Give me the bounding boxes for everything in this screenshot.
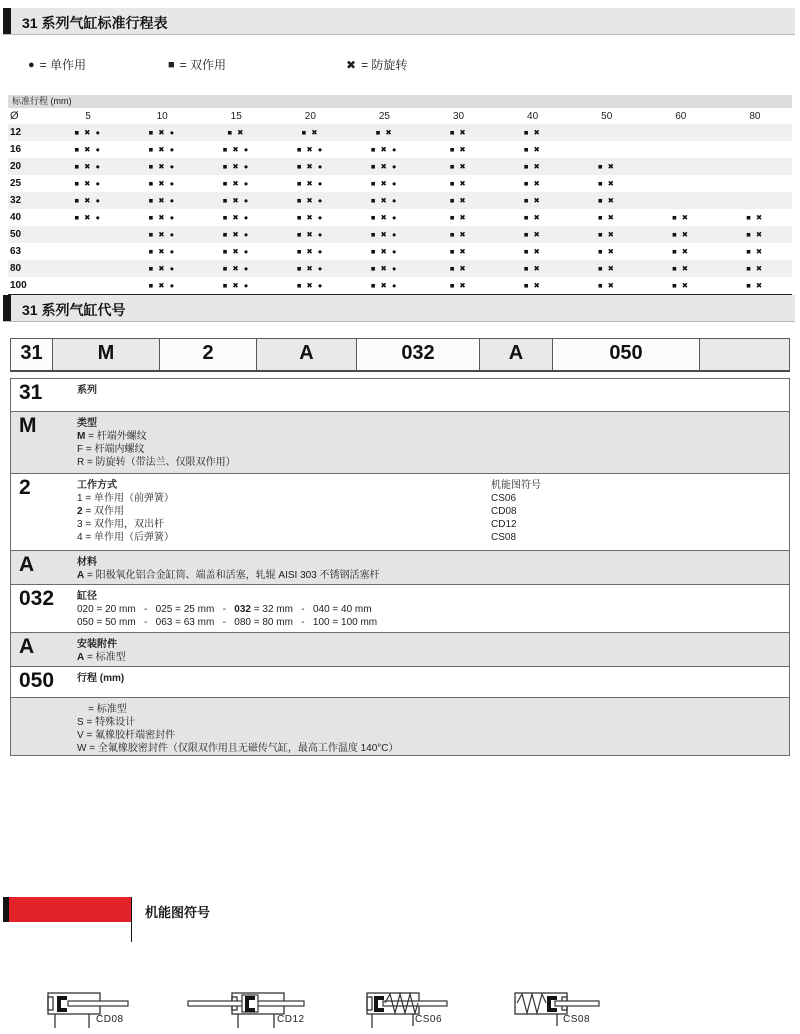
function-symbol-reference-line: CS06 [491,493,517,504]
stroke-column-header: 30 [452,110,465,122]
code-detail-segment: 1 = 单作用（前弹簧） [77,493,174,504]
stroke-availability-cell [51,260,125,277]
code-detail-line [77,430,789,443]
diameter-column-header: Ø [10,110,19,122]
stroke-availability-cell: ■ ✖ [449,179,468,188]
stroke-availability-cell: ■ ✖ [523,230,542,239]
code-detail-title: 缸径 [77,591,97,602]
stroke-availability-cell: ■ ✖ [227,128,245,137]
code-detail-row [11,474,789,551]
stroke-column-header: 20 [304,110,316,122]
stroke-availability-cell: ■ ✖ ● [148,230,176,239]
code-detail-description [77,412,789,473]
stroke-column-header: 80 [749,110,761,122]
code-detail-segment: 050 = 50 mm - 063 = 63 mm - 080 = 80 mm - 100 = 100 mm [77,617,378,628]
stroke-availability-cell: ■ ✖ [672,264,690,273]
stroke-availability-cell: ■ ✖ ● [222,264,250,273]
code-detail-description [77,633,789,666]
stroke-availability-cell: ■ ✖ [598,281,616,290]
section-header-code [3,295,795,322]
stroke-availability-cell: ■ ✖ [449,230,468,239]
code-detail-row [11,551,789,585]
stroke-availability-cell: ■ ✖ [598,196,616,205]
code-detail-segment: = 双作用 [82,506,124,517]
stroke-availability-cell: ■ ✖ ● [296,179,324,188]
stroke-availability-cell: ■ ✖ ● [370,196,398,205]
cylinder-symbol-rear-spring-icon [509,985,659,1033]
code-detail-description [77,474,789,550]
code-detail-segment: = 标准型 [84,652,126,663]
stroke-table-row [8,277,792,295]
code-detail-segment: F = 杆端内螺纹 [77,444,145,455]
code-detail-description [77,379,789,411]
stroke-availability-cell [570,141,644,158]
stroke-availability-cell: ■ ✖ ● [222,179,250,188]
stroke-availability-cell: ■ ✖ ● [74,196,102,205]
function-symbol-label: CD12 [277,1014,305,1025]
stroke-availability-cell: ■ ✖ ● [222,145,250,154]
diameter-cell: 40 [10,212,22,223]
section-title: 31 系列气缸标准行程表 [22,15,168,31]
stroke-table-row [8,141,792,158]
stroke-table-row [8,175,792,192]
order-code-cell: 31 [10,339,53,370]
diameter-cell: 16 [10,144,22,155]
stroke-availability-cell: ■ ✖ ● [148,213,176,222]
code-detail-line [77,703,789,716]
stroke-availability-cell: ■ ✖ ● [74,213,102,222]
stroke-table-row [8,158,792,175]
code-detail-segment: 020 = 20 mm - 025 = 25 mm - [77,604,235,615]
stroke-availability-cell: ■ ✖ ● [222,162,250,171]
function-symbol-reference-line: CD12 [491,519,517,530]
function-symbol-item [361,985,511,1033]
stroke-availability-cell: ■ ✖ [449,213,468,222]
code-detail-title: 材料 [77,557,97,568]
function-symbol-label: CS08 [563,1014,591,1025]
order-code-cell: 050 [553,339,700,370]
cylinder-symbol-double-acting-icon [42,985,192,1033]
stroke-column-header: 25 [378,110,390,122]
function-symbol-reference-title: 机能图符号 [491,480,541,491]
stroke-availability-cell: ■ ✖ [523,247,542,256]
code-detail-code: 050 [19,669,55,692]
stroke-availability-cell: ■ ✖ ● [370,230,398,239]
code-detail-line [77,443,789,456]
code-detail-title: 系列 [77,385,97,396]
stroke-availability-cell [51,226,125,243]
code-detail-code: 032 [19,587,55,610]
legend-item [28,56,86,73]
stroke-availability-cell: ■ ✖ [672,213,690,222]
stroke-availability-cell: ■ ✖ [523,145,542,154]
stroke-availability-cell: ■ ✖ ● [370,179,398,188]
function-symbols-title: 机能图符号 [145,905,211,920]
stroke-availability-cell: ■ ✖ [598,179,616,188]
stroke-availability-cell: ■ ✖ [746,281,764,290]
section-title: 31 系列气缸代号 [22,302,126,318]
code-detail-row [11,379,789,412]
stroke-column-header: 40 [527,110,539,122]
stroke-availability-cell: ■ ✖ ● [222,247,250,256]
stroke-availability-cell [644,141,718,158]
function-symbol-item [509,985,659,1033]
stroke-availability-cell: ■ ✖ ● [222,213,250,222]
code-detail-segment: R = 防旋转（带法兰、仅限双作用） [77,457,236,468]
stroke-table-row [8,192,792,209]
cylinder-symbol-double-rod-icon [180,985,330,1033]
code-detail-segment: 4 = 单作用（后弹簧） [77,532,174,543]
stroke-availability-cell: ■ ✖ ● [148,179,176,188]
stroke-column-header: 50 [601,110,613,122]
stroke-availability-cell: ■ ✖ [523,162,542,171]
stroke-availability-cell: ■ ✖ ● [296,247,324,256]
stroke-availability-cell: ■ ✖ ● [370,213,398,222]
code-detail-segment: = 标准型 [77,704,127,715]
order-code-bar [10,338,790,372]
stroke-availability-cell: ■ ✖ [301,128,320,137]
code-detail-code: 31 [19,381,43,404]
stroke-column-header: 10 [156,110,168,122]
stroke-availability-cell: ■ ✖ ● [296,281,324,290]
stroke-availability-cell: ■ ✖ ● [74,179,102,188]
function-symbol-label: CS06 [415,1014,443,1025]
diameter-cell: 32 [10,195,22,206]
stroke-table-row [8,243,792,260]
code-detail-line [77,729,789,742]
stroke-availability-cell [718,192,792,209]
diameter-cell: 20 [10,161,22,172]
stroke-availability-cell: ■ ✖ [449,247,468,256]
stroke-availability-cell: ■ ✖ ● [148,128,176,137]
diameter-cell: 100 [10,280,27,291]
stroke-availability-cell: ■ ✖ ● [370,145,398,154]
stroke-availability-cell [644,124,718,141]
stroke-availability-cell [51,243,125,260]
single-acting-dot-icon: ● [28,58,35,71]
stroke-availability-cell: ■ ✖ ● [148,162,176,171]
stroke-availability-cell [718,141,792,158]
stroke-availability-cell: ■ ✖ ● [370,281,398,290]
stroke-availability-cell: ■ ✖ ● [222,196,250,205]
stroke-availability-cell: ■ ✖ [598,230,616,239]
stroke-availability-cell: ■ ✖ [523,196,542,205]
legend-item [168,56,226,73]
stroke-availability-cell: ■ ✖ ● [370,264,398,273]
order-code-details [10,378,790,756]
legend-text: = 单作用 [39,58,86,72]
stroke-availability-cell: ■ ✖ [672,247,690,256]
code-detail-description [77,698,789,755]
code-detail-line [77,569,789,582]
order-code-cell: M [53,339,160,370]
stroke-availability-cell: ■ ✖ [746,247,764,256]
legend-item [346,56,407,73]
code-detail-segment: A [77,570,85,581]
code-detail-segment: W = 全氟橡胶密封件（仅限双作用且无磁传气缸，最高工作温度 140°C） [77,743,399,754]
stroke-availability-cell: ■ ✖ ● [222,230,250,239]
code-detail-code: 2 [19,476,31,499]
stroke-availability-cell: ■ ✖ ● [296,264,324,273]
code-detail-code: A [19,635,35,658]
code-detail-code [11,698,77,755]
stroke-availability-cell: ■ ✖ ● [296,162,324,171]
order-code-cell: A [257,339,357,370]
stroke-availability-cell [718,158,792,175]
function-symbol-reference-line: CD08 [491,506,517,517]
code-detail-segment: 032 [234,604,251,615]
code-detail-row [11,585,789,633]
stroke-availability-cell: ■ ✖ [746,230,764,239]
code-detail-title: 行程 (mm) [77,673,125,684]
code-detail-line [77,716,789,729]
stroke-availability-cell: ■ ✖ ● [222,281,250,290]
code-detail-description [77,667,789,697]
code-detail-segment: 3 = 双作用，双出杆 [77,519,164,530]
legend [28,56,407,73]
stroke-availability-cell: ■ ✖ [523,264,542,273]
stroke-availability-cell: ■ ✖ [449,145,468,154]
stroke-availability-cell: ■ ✖ ● [148,196,176,205]
stroke-table-row [8,260,792,277]
stroke-availability-cell: ■ ✖ [449,128,468,137]
stroke-availability-cell: ■ ✖ ● [296,196,324,205]
code-detail-segment: M [77,431,86,442]
stroke-availability-cell: ■ ✖ [598,213,616,222]
section-marker-block [3,8,11,34]
code-detail-title: 类型 [77,418,97,429]
code-detail-line [77,518,789,531]
stroke-availability-cell: ■ ✖ [598,247,616,256]
code-detail-segment: = 32 mm - 040 = 40 mm [250,604,372,615]
function-symbol-label: CD08 [96,1014,124,1025]
stroke-table-row [8,124,792,141]
code-detail-line [77,603,789,616]
section-marker-block [3,295,11,321]
stroke-availability-cell: ■ ✖ ● [296,213,324,222]
stroke-availability-cell [644,175,718,192]
function-symbol-reference-line: CS08 [491,532,517,543]
stroke-availability-cell: ■ ✖ ● [74,145,102,154]
order-code-cell: A [480,339,553,370]
order-code-cell [700,339,790,370]
stroke-availability-cell: ■ ✖ [598,162,616,171]
code-detail-description [77,585,789,632]
diameter-cell: 25 [10,178,22,189]
function-symbol-item [42,985,192,1033]
stroke-availability-cell: ■ ✖ [449,281,468,290]
anti-rotation-cross-icon: ✖ [346,57,357,72]
code-detail-row [11,633,789,667]
stroke-availability-cell: ■ ✖ [449,196,468,205]
code-detail-code: A [19,553,35,576]
stroke-availability-cell: ■ ✖ [523,179,542,188]
stroke-availability-cell: ■ ✖ [746,264,764,273]
diameter-cell: 80 [10,263,22,274]
stroke-column-header: 60 [675,110,687,122]
stroke-availability-cell [570,124,644,141]
stroke-availability-cell: ■ ✖ [449,162,468,171]
code-detail-row [11,412,789,474]
order-code-cell: 032 [357,339,480,370]
legend-text: = 防旋转 [361,58,408,72]
stroke-availability-cell [718,175,792,192]
stroke-availability-cell: ■ ✖ [449,264,468,273]
stroke-availability-cell: ■ ✖ [523,128,542,137]
stroke-table-row [8,209,792,226]
code-detail-line [77,651,789,664]
stroke-availability-cell [644,158,718,175]
red-tab-bar [3,897,131,922]
code-detail-line [77,616,789,629]
code-detail-segment: V = 氟橡胶杆端密封件 [77,730,176,741]
stroke-availability-cell: ■ ✖ ● [148,145,176,154]
stroke-availability-cell [644,192,718,209]
stroke-availability-cell: ■ ✖ [523,281,542,290]
stroke-availability-cell [718,124,792,141]
stroke-availability-cell: ■ ✖ ● [148,247,176,256]
stroke-table-header-row [8,108,792,124]
stroke-availability-cell: ■ ✖ [375,128,394,137]
code-detail-segment: A [77,652,85,663]
divider-line [131,897,132,942]
function-symbol-reference-column [491,479,541,544]
stroke-availability-cell: ■ ✖ ● [370,162,398,171]
stroke-availability-cell: ■ ✖ ● [296,230,324,239]
stroke-availability-cell: ■ ✖ ● [74,162,102,171]
diameter-cell: 50 [10,229,22,240]
stroke-availability-cell: ■ ✖ [672,281,690,290]
stroke-availability-cell: ■ ✖ [672,230,690,239]
code-detail-segment: S = 特殊设计 [77,717,136,728]
code-detail-description [77,551,789,584]
code-detail-line [77,742,789,755]
code-detail-title: 工作方式 [77,480,117,491]
stroke-table [8,95,792,296]
order-code-cell: 2 [160,339,257,370]
stroke-availability-cell: ■ ✖ ● [370,247,398,256]
stroke-availability-cell: ■ ✖ ● [74,128,102,137]
code-detail-code: M [19,414,37,437]
code-detail-line [77,456,789,469]
code-detail-line [77,505,789,518]
stroke-availability-cell: ■ ✖ [523,213,542,222]
stroke-availability-cell [51,277,125,295]
code-detail-line [77,531,789,544]
code-detail-segment: = 杆端外螺纹 [85,431,147,442]
code-detail-segment: 2 [77,506,83,517]
stroke-availability-cell: ■ ✖ ● [148,264,176,273]
legend-text: = 双作用 [179,58,226,72]
code-detail-segment: = 阳极氧化铝合金缸筒、端盖和活塞，轧辊 AISI 303 不锈钢活塞杆 [84,570,380,581]
stroke-column-header: 15 [230,110,242,122]
code-detail-row [11,667,789,698]
cylinder-symbol-front-spring-icon [361,985,511,1033]
function-symbol-item [180,985,330,1033]
stroke-availability-cell: ■ ✖ ● [296,145,324,154]
double-acting-square-icon: ■ [168,58,175,71]
stroke-column-header: 5 [85,110,91,122]
stroke-table-row [8,226,792,243]
code-detail-row [11,698,789,755]
stroke-availability-cell: ■ ✖ [746,213,764,222]
section-header-stroke-table [3,8,795,35]
diameter-cell: 63 [10,246,22,257]
stroke-availability-cell: ■ ✖ [598,264,616,273]
code-detail-title: 安装附件 [77,639,117,650]
stroke-table-caption: 标准行程 (mm) [8,95,792,108]
code-detail-line [77,492,789,505]
stroke-availability-cell: ■ ✖ ● [148,281,176,290]
diameter-cell: 12 [10,127,22,138]
